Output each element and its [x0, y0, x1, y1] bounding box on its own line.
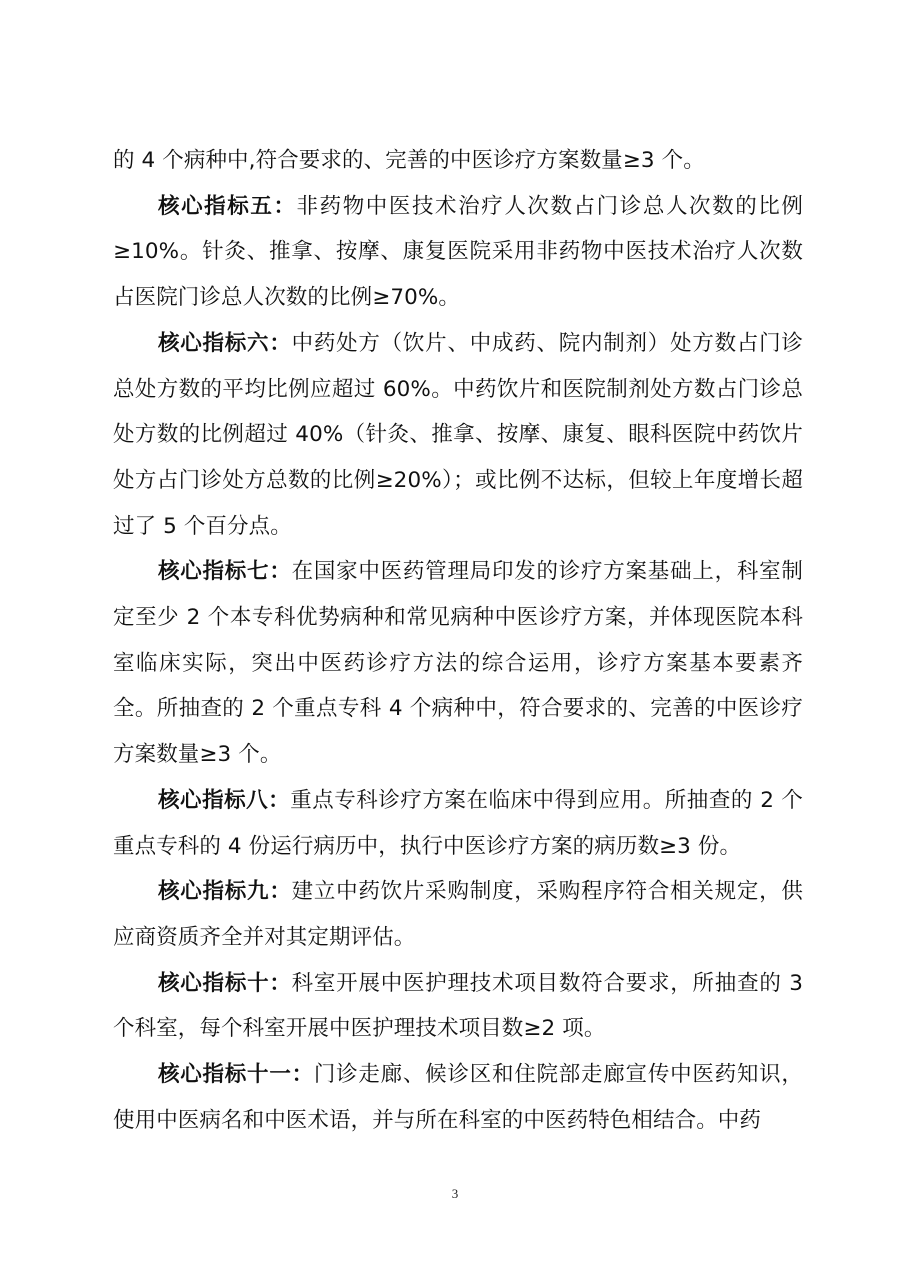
paragraph-text: 的 4 个病种中,符合要求的、完善的中医诊疗方案数量≥3 个。 [113, 148, 705, 173]
paragraph-core-indicator-6 [113, 321, 803, 550]
paragraph-core-indicator-9 [113, 869, 803, 960]
indicator-label: 核心指标六： [158, 330, 292, 356]
paragraph-core-indicator-11 [113, 1052, 803, 1143]
paragraph-text: 建立中药饮片采购制度，采购程序符合相关规定，供应商资质齐全并对其定期评估。 [113, 879, 803, 950]
indicator-label: 核心指标十： [158, 970, 292, 996]
page-number: 3 [451, 1186, 459, 1201]
indicator-label: 核心指标五： [158, 193, 297, 219]
paragraph-text: 科室开展中医护理技术项目数符合要求，所抽查的 3 个科室，每个科室开展中医护理技术项目数≥2 项。 [113, 970, 803, 1042]
paragraph-text: 门诊走廊、候诊区和住院部走廊宣传中医药知识，使用中医病名和中医术语，并与所在科室的中医药特色相结合。中药 [113, 1062, 804, 1133]
paragraph-continuation [113, 138, 803, 184]
paragraph-text: 中药处方（饮片、中成药、院内制剂）处方数占门诊总处方数的平均比例应超过 60%。中药饮片和医院制剂处方数占门诊总处方数的比例超过 40%（针灸、推拿、按摩、康复、眼科医院中药饮片处方占门诊处方总数的比例≥20%）；或比例不达标，但较上年度增长超过了 5 个百分点。 [113, 330, 803, 539]
paragraph-core-indicator-10 [113, 961, 803, 1052]
indicator-label: 核心指标九： [158, 879, 292, 905]
paragraph-core-indicator-7 [113, 549, 803, 778]
paragraph-core-indicator-5 [113, 184, 803, 321]
document-body [113, 138, 803, 1143]
indicator-label: 核心指标七： [158, 559, 292, 585]
indicator-label: 核心指标十一： [158, 1062, 314, 1088]
paragraph-text: 非药物中医技术治疗人次数占门诊总人次数的比例≥10%。针灸、推拿、按摩、康复医院采用非药物中医技术治疗人次数占医院门诊总人次数的比例≥70%。 [113, 193, 803, 311]
paragraph-text: 在国家中医药管理局印发的诊疗方案基础上，科室制定至少 2 个本专科优势病种和常见病种中医诊疗方案，并体现医院本科室临床实际，突出中医药诊疗方法的综合运用，诊疗方案基本要素齐全。所抽查的 2 个重点专科 4 个病种中，符合要求的、完善的中医诊疗方案数量≥3 个。 [113, 559, 803, 768]
paragraph-core-indicator-8 [113, 778, 803, 869]
paragraph-text: 重点专科诊疗方案在临床中得到应用。所抽查的 2 个重点专科的 4 份运行病历中，执行中医诊疗方案的病历数≥3 份。 [113, 787, 803, 859]
indicator-label: 核心指标八： [158, 787, 291, 813]
